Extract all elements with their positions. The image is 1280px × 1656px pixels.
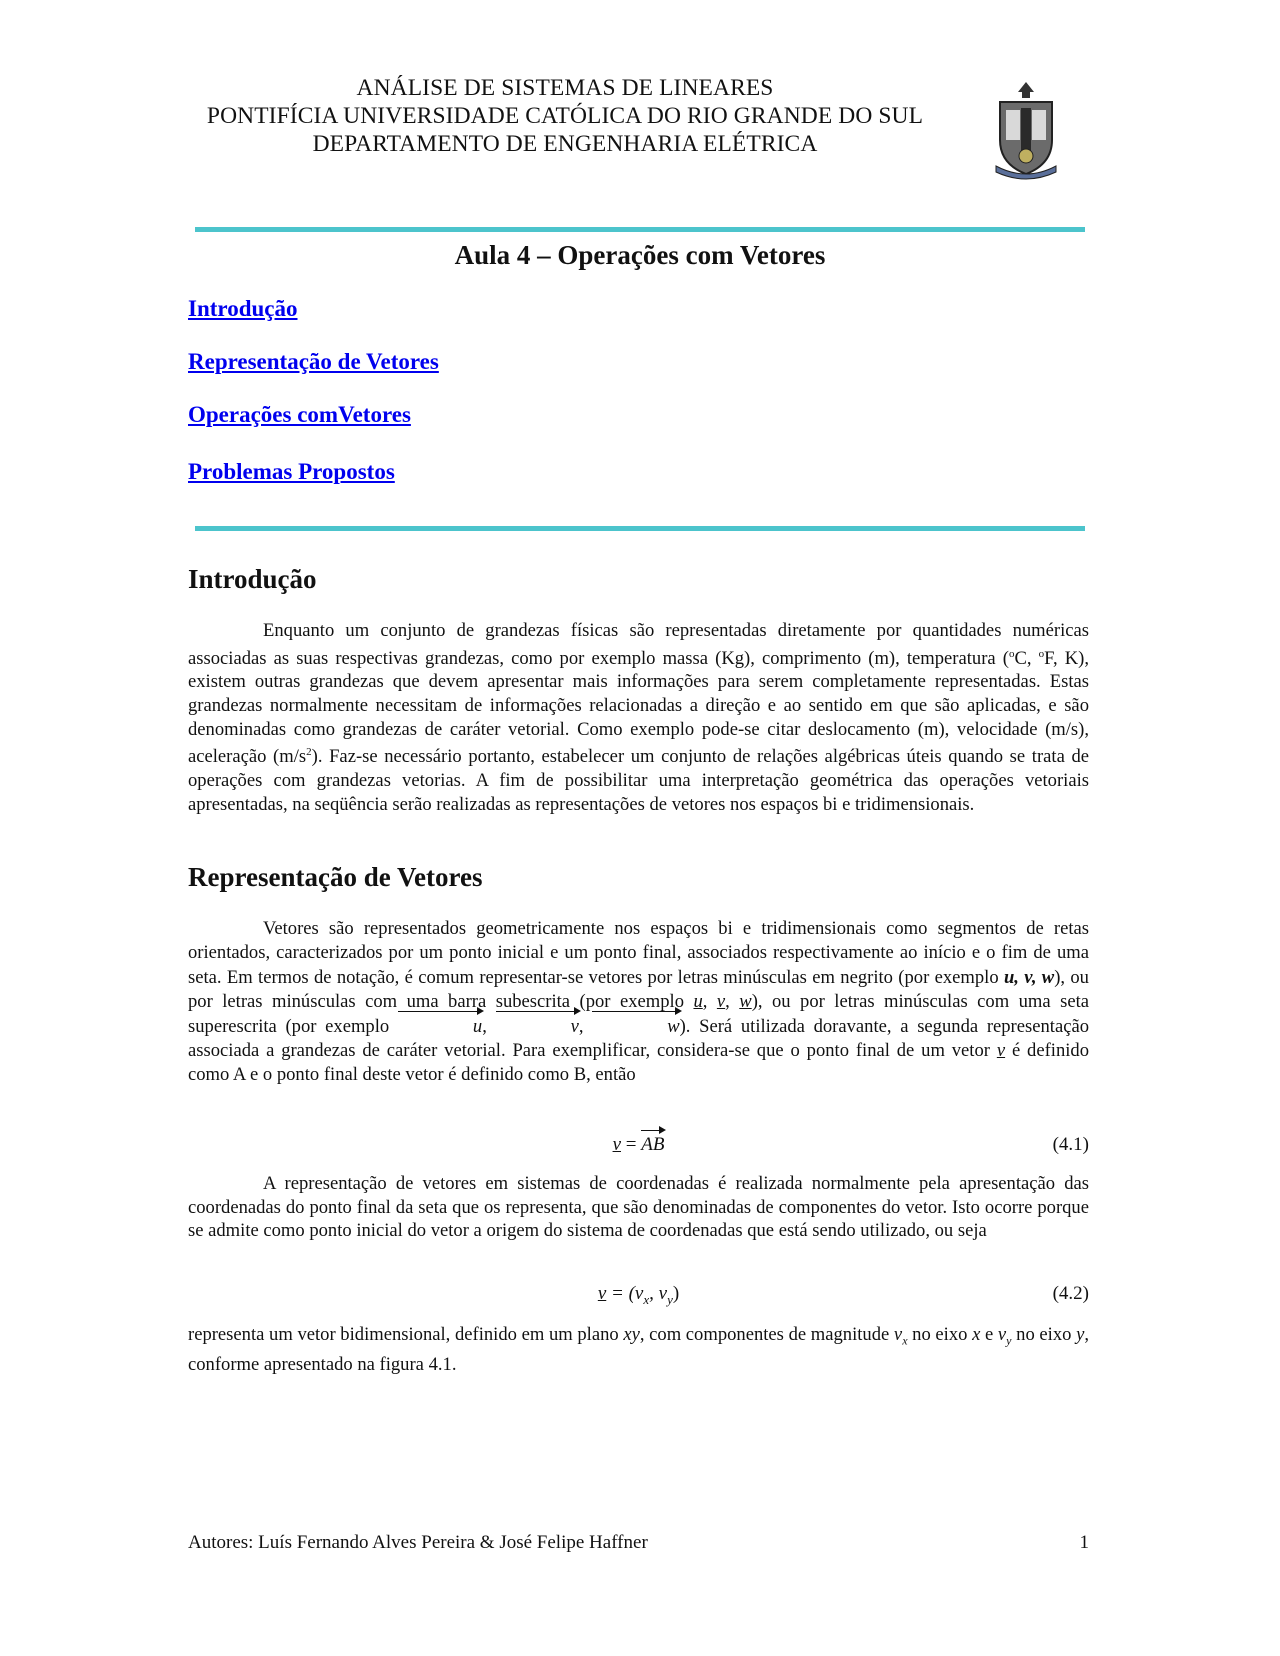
equation-4-1-expression <box>188 1134 1089 1156</box>
equation-4-2 <box>188 1281 1089 1311</box>
eq1-equals: = <box>621 1134 642 1155</box>
arrow-w: w <box>592 1015 679 1039</box>
eq2-open: = (v <box>606 1283 644 1304</box>
eq2-lhs: v <box>597 1283 607 1304</box>
equation-4-2-expression <box>188 1283 1089 1308</box>
university-seal-icon <box>990 78 1062 182</box>
comp-vx: v <box>893 1324 903 1345</box>
degree-mark: o <box>1008 647 1015 660</box>
comp-text-4: e <box>980 1324 998 1345</box>
intro-paragraph <box>188 619 1089 816</box>
page-footer <box>188 1532 1089 1554</box>
comp-text-6: , conforme apresentado na figura 4.1. <box>188 1324 1089 1376</box>
degree-mark: o <box>1038 647 1045 660</box>
underlined-w: w <box>739 991 752 1013</box>
squared-mark: 2 <box>306 746 312 759</box>
page-number: 1 <box>1079 1532 1089 1553</box>
course-title: ANÁLISE DE SISTEMAS DE LINEARES <box>356 75 774 101</box>
comp-xy: xy <box>623 1324 640 1345</box>
eq1-lhs: v <box>612 1134 621 1155</box>
intro-text-1: Enquanto um conjunto de grandezas físicas são representadas diretamente por quantidades numéricas associadas as suas respectivas grandezas, como por exemplo massa (Kg), comprimento (m), temperatura ( <box>188 620 1089 669</box>
rep-text-4: ). Será utilizada doravante, a segunda representação associada a grandezas de caráter vetorial. Para exemplificar, considera-se que o ponto final de um vetor <box>188 1015 1090 1062</box>
arrow-u: u <box>398 1015 482 1039</box>
representation-paragraph: Vetores são representados geometricamente nos espaços bi e tridimensionais como segmentos de retas orientados, caracterizados por um ponto inicial e um ponto final, associados respectivamente ao início e o fim de uma seta. Em termos de notação, é comum representar-se vetores por letras minúsculas em negrito (por exemplo u, v, w), ou por letras minúsculas com uma barra subescrita (por exemplo u, v, w), ou por letras minúsculas com uma seta superescrita (por exemplo u, v, w). Será utilizada doravante, a segunda representação associada a grandezas de caráter vetorial. Para exemplificar, considera-se que o ponto final de um vetor v é definido como A e o ponto final deste vetor é definido como B, então <box>188 918 1090 1086</box>
arrow-v: v <box>496 1015 579 1039</box>
equation-number-4-1: (4.1) <box>1052 1134 1089 1155</box>
top-divider <box>195 227 1085 232</box>
department-name: DEPARTAMENTO DE ENGENHARIA ELÉTRICA <box>312 131 818 157</box>
underlined-v-inline: v <box>996 1040 1006 1062</box>
eq2-mid: , v <box>649 1283 668 1304</box>
comp-sub-y: y <box>1006 1333 1012 1348</box>
equation-number-4-2: (4.2) <box>1052 1283 1089 1304</box>
comp-axis-y: y <box>1076 1324 1085 1345</box>
intro-text-3: F, K), existem outras grandezas que devem apresentar mais informações para serem completamente representadas. Estas grandezas normalmente necessitam de informações relacionadas a direção e ao sentido em que são aplicadas, e são denominadas como grandezas de caráter vetorial. Como exemplo pode-se citar deslocamento (m), velocidade (m/s), aceleração (m/s <box>188 647 1090 768</box>
eq2-sub-y: y <box>667 1291 673 1307</box>
comp-text-2: , com componentes de magnitude <box>639 1324 894 1345</box>
toc-divider <box>195 526 1085 531</box>
rep-text-3: ), ou por letras minúsculas com uma seta superescrita (por exemplo <box>188 991 1090 1037</box>
section-heading-representacao: Representação de Vetores <box>188 862 483 892</box>
rep-text-5: é definido como A e o ponto final deste vetor é definido como B, então <box>188 1040 1090 1086</box>
rep-text-2: ), ou por letras minúsculas com uma barra subescrita (por exemplo <box>188 966 1089 1013</box>
comp-sub-x: x <box>902 1333 908 1348</box>
toc-link-operacoes[interactable]: Operações comVetores <box>188 402 411 427</box>
toc-link-problemas[interactable]: Problemas Propostos <box>188 459 395 484</box>
document-header <box>170 74 960 158</box>
comp-text-1: representa um vetor bidimensional, definido em um plano <box>188 1324 624 1345</box>
lesson-title: Aula 4 – Operações com Vetores <box>454 240 826 270</box>
comp-text-5: no eixo <box>1011 1324 1077 1345</box>
eq2-close: ) <box>672 1283 680 1304</box>
footer-authors: Autores: Luís Fernando Alves Pereira & José Felipe Haffner <box>188 1532 648 1553</box>
equation-4-1 <box>188 1132 1089 1162</box>
toc-link-introducao[interactable]: Introdução <box>188 296 298 321</box>
coordinates-paragraph: A representação de vetores em sistemas de coordenadas é realizada normalmente pela apresentação das coordenadas do ponto final da seta que os representa, que são denominadas de componentes do vetor. Isto ocorre porque se admite como ponto inicial do vetor a origem do sistema de coordenadas que está sendo utilizado, ou seja <box>188 1173 1089 1242</box>
comp-text-3: no eixo <box>907 1324 973 1345</box>
underlined-v: v <box>716 991 726 1013</box>
eq2-sub-x: x <box>643 1291 650 1307</box>
intro-text-4: ). Faz-se necessário portanto, estabelecer um conjunto de relações algébricas úteis quando se trata de operações com grandezas vetorias. A fim de possibilitar uma interpretação geométrica das operações vetoriais apresentadas, na seqüência serão realizadas as representações de vetores nos espaços bi e tridimensionais. <box>188 746 1089 815</box>
comp-axis-x: x <box>972 1324 981 1345</box>
underlined-u: u <box>693 991 703 1013</box>
university-name: PONTIFÍCIA UNIVERSIDADE CATÓLICA DO RIO GRANDE DO SUL <box>206 103 924 129</box>
rep-text-1: Vetores são representados geometricamente nos espaços bi e tridimensionais como segmentos de retas orientados, caracterizados por um ponto inicial e um ponto final, associados respectivamente ao início e o fim de uma seta. Em termos de notação, é comum representar-se vetores por letras minúsculas em negrito (por exemplo <box>188 918 1089 988</box>
eq1-rhs: AB <box>641 1134 665 1155</box>
toc-link-representacao[interactable]: Representação de Vetores <box>188 349 439 374</box>
section-heading-introducao: Introdução <box>188 564 317 594</box>
intro-text-2: C, <box>1014 647 1039 669</box>
components-paragraph <box>188 1323 1089 1377</box>
bold-vector-example: u, v, w <box>1003 966 1055 988</box>
comp-vy: v <box>997 1324 1007 1345</box>
